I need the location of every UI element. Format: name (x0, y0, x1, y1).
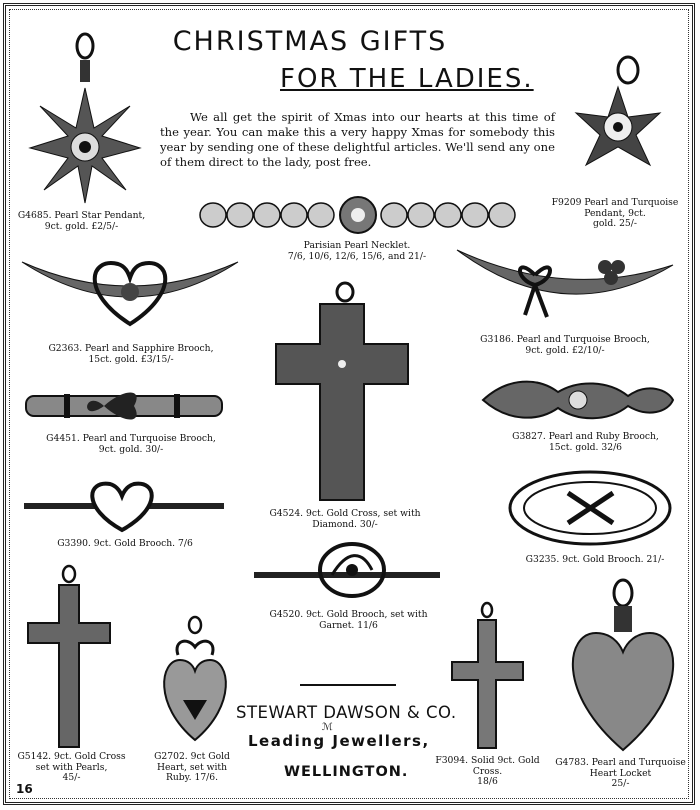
item-desc: Pearl Star Pendant, (54, 210, 146, 221)
item-code: F9209 (551, 197, 582, 208)
item-code: G5142. (17, 751, 52, 762)
pearl-ruby-brooch-illustration (478, 372, 678, 427)
item-desc: 9ct. Gold Brooch. 7/6 (93, 538, 193, 549)
headline-line2: FOR THE LADIES. (280, 64, 534, 94)
caption-g3186 (470, 335, 660, 356)
item-price: 9ct. gold. £2/10/- (525, 344, 605, 356)
item-desc: Pearl and Turquoise Brooch, (516, 334, 650, 345)
footer-rule (300, 684, 396, 686)
headline-line1: CHRISTMAS GIFTS (172, 26, 448, 57)
crescent-bow-brooch-illustration (455, 245, 675, 330)
item-code: G4451. (46, 433, 80, 444)
item-desc: 9ct. Gold Brooch, set with (306, 609, 428, 620)
caption-g4451 (36, 434, 226, 455)
item-price: 45/- (62, 772, 81, 783)
caption-g5142 (14, 752, 129, 784)
item-desc: Pearl and Ruby Brooch, (548, 431, 659, 442)
caption-necklet (262, 241, 452, 262)
item-price: 25/- (611, 778, 630, 789)
item-price: Diamond. 30/- (312, 518, 378, 530)
caption-g2363 (36, 344, 226, 365)
item-desc: 9ct. Gold Cross set with Pearls, (35, 751, 126, 773)
item-code: G2363. (48, 343, 83, 354)
pearl-sapphire-brooch-illustration (20, 252, 240, 332)
bow-bar-brooch-illustration (24, 386, 224, 426)
company-monogram: ℳ (322, 722, 333, 733)
caption-g3235 (515, 555, 675, 566)
item-desc: 9ct Gold Heart, set with (156, 751, 230, 773)
item-code: G3390. (57, 538, 91, 549)
caption-f9209 (540, 198, 690, 230)
caption-g4520 (266, 610, 431, 631)
item-code: G4524. (269, 508, 304, 519)
item-desc: Pearl and Turquoise Heart Locket (589, 757, 686, 779)
company-city: WELLINGTON. (284, 764, 409, 780)
item-price: gold. 25/- (593, 218, 637, 229)
pearl-star-pendant-illustration (30, 28, 150, 208)
good-luck-brooch-illustration (508, 468, 673, 548)
caption-g4524 (265, 509, 425, 530)
company-tagline: Leading Jewellers, (248, 732, 430, 750)
item-code: G2702. (154, 751, 188, 762)
item-price: 7/6, 10/6, 12/6, 15/6, and 21/- (287, 250, 427, 262)
heart-bar-brooch-illustration (22, 478, 227, 533)
item-desc: Pearl and Turquoise Pendant, 9ct. (584, 197, 679, 219)
item-price: 15ct. gold. 32/6 (548, 441, 623, 453)
item-code: G4520. (269, 609, 304, 620)
item-price: Garnet. 11/6 (319, 619, 378, 631)
item-code: F3094. (435, 755, 469, 766)
item-price: 15ct. gold. £3/15/- (88, 353, 174, 365)
company-name: STEWART DAWSON & CO. (236, 703, 457, 722)
item-desc: Pearl and Sapphire Brooch, (85, 343, 214, 354)
item-price: 9ct. gold. 30/- (98, 443, 164, 455)
item-code: G4685. (17, 210, 52, 221)
item-desc: 9ct. Gold Brooch. 21/- (562, 554, 665, 565)
caption-g3827 (498, 432, 673, 453)
item-price: 18/6 (477, 776, 498, 787)
item-price: 9ct. gold. £2/5/- (44, 220, 119, 232)
item-desc: Pearl and Turquoise Brooch, (82, 433, 216, 444)
caption-g4685 (14, 211, 149, 232)
item-code: G4783. (555, 757, 589, 768)
gold-cross-diamond-illustration (270, 282, 410, 502)
intro-paragraph: We all get the spirit of Xmas into our hearts at this time of the year. You can make this a very happy Xmas for somebody this year by sending one of these delightful articles. We'll send any one of them direct to the lady, post free. (160, 110, 555, 169)
caption-g4783 (548, 758, 693, 790)
gold-cross-pearls-illustration (24, 565, 114, 750)
item-code: G3827. (512, 431, 546, 442)
gold-heart-ruby-illustration (158, 615, 233, 745)
caption-f3094 (430, 756, 545, 788)
item-code: G3186. (480, 334, 514, 345)
page-number: 16 (16, 782, 33, 796)
solid-gold-cross-illustration (450, 602, 525, 750)
heart-locket-illustration (566, 578, 681, 753)
item-desc: Solid 9ct. Gold Cross. (470, 755, 540, 777)
pearl-turquoise-pendant-illustration (568, 55, 668, 195)
garnet-bar-brooch-illustration (252, 540, 442, 600)
item-desc: Parisian Pearl Necklet. (303, 240, 411, 251)
caption-g2702 (142, 752, 242, 784)
item-desc: 9ct. Gold Cross, set with (306, 508, 421, 519)
pearl-necklet-illustration (198, 195, 518, 235)
item-code: G3235. (525, 554, 560, 565)
item-price: Ruby. 17/6. (165, 772, 219, 783)
caption-g3390 (30, 539, 220, 550)
